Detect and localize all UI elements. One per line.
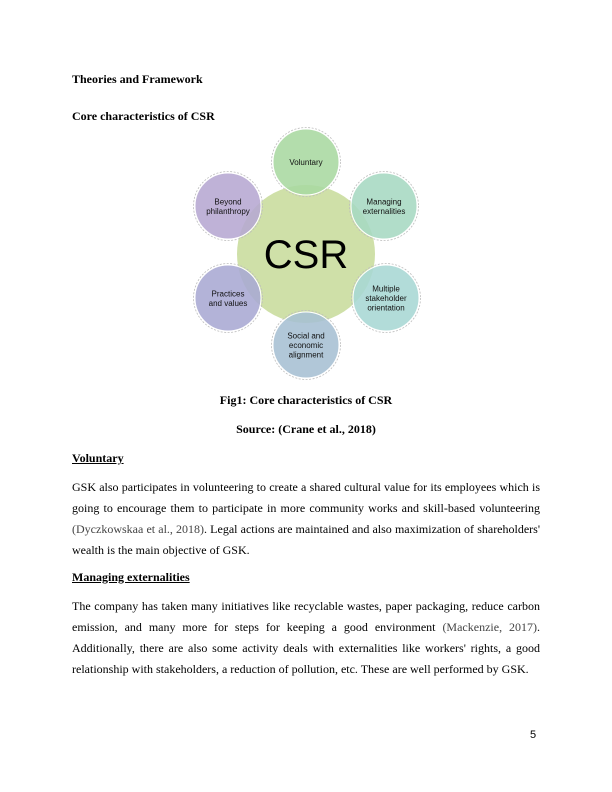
node-label: Managing: [366, 197, 402, 207]
node-label: externalities: [362, 206, 406, 216]
diagram-node-social-and-economic-alignment: [272, 311, 341, 380]
paragraph-text: The company has taken many initiatives like recyclable wastes, paper packaging, reduce carbon emission, and many more for steps for keeping a good environment: [72, 599, 540, 634]
citation: (Mackenzie, 2017): [442, 620, 537, 634]
paragraph-managing-externalities: [72, 596, 540, 680]
node-label: economic: [288, 341, 324, 350]
node-label: Voluntary: [289, 158, 323, 167]
page-number: 5: [530, 729, 537, 741]
figure-caption: Fig1: Core characteristics of CSR: [219, 393, 393, 407]
node-label: Practices: [211, 289, 245, 299]
node-label: stakeholder: [365, 294, 407, 303]
diagram-node-practices-and-values: [194, 264, 263, 333]
paragraph-text: . Additionally, there are also some activity deals with externalities like workers' rights, a good relationship with stakeholders, a reduction of pollution, etc. These are well performed by GSK.: [72, 620, 540, 676]
paragraph-text: . Legal actions are maintained and also maximization of shareholders' wealth is the main objective of GSK.: [72, 522, 540, 557]
paragraph-text: GSK also participates in volunteering to create a shared cultural value for its employees which is going to encourage them to participate in more community works and skill-based volunteering: [72, 480, 540, 515]
node-label: alignment: [288, 350, 324, 360]
node-label: Multiple: [372, 284, 400, 294]
node-label: and values: [208, 298, 248, 308]
csr-diagram: [0, 0, 612, 392]
node-label: orientation: [367, 303, 405, 313]
subsection-title: Core characteristics of CSR: [72, 109, 215, 123]
diagram-node-voluntary: [272, 128, 341, 197]
diagram-node-managing-externalities: [350, 172, 419, 241]
csr-center-label: CSR: [263, 233, 349, 277]
section-title: Theories and Framework: [72, 72, 203, 86]
node-label: Social and: [287, 331, 325, 341]
node-label: philanthropy: [206, 206, 250, 216]
figure-source: Source: (Crane et al., 2018): [236, 422, 376, 436]
citation: (Dyczkowskaa et al., 2018): [72, 522, 205, 536]
section-heading-managing-externalities: Managing externalities: [72, 570, 190, 584]
section-heading-voluntary: Voluntary: [72, 451, 124, 465]
paragraph-voluntary: [72, 477, 540, 561]
node-label: Beyond: [214, 197, 242, 207]
